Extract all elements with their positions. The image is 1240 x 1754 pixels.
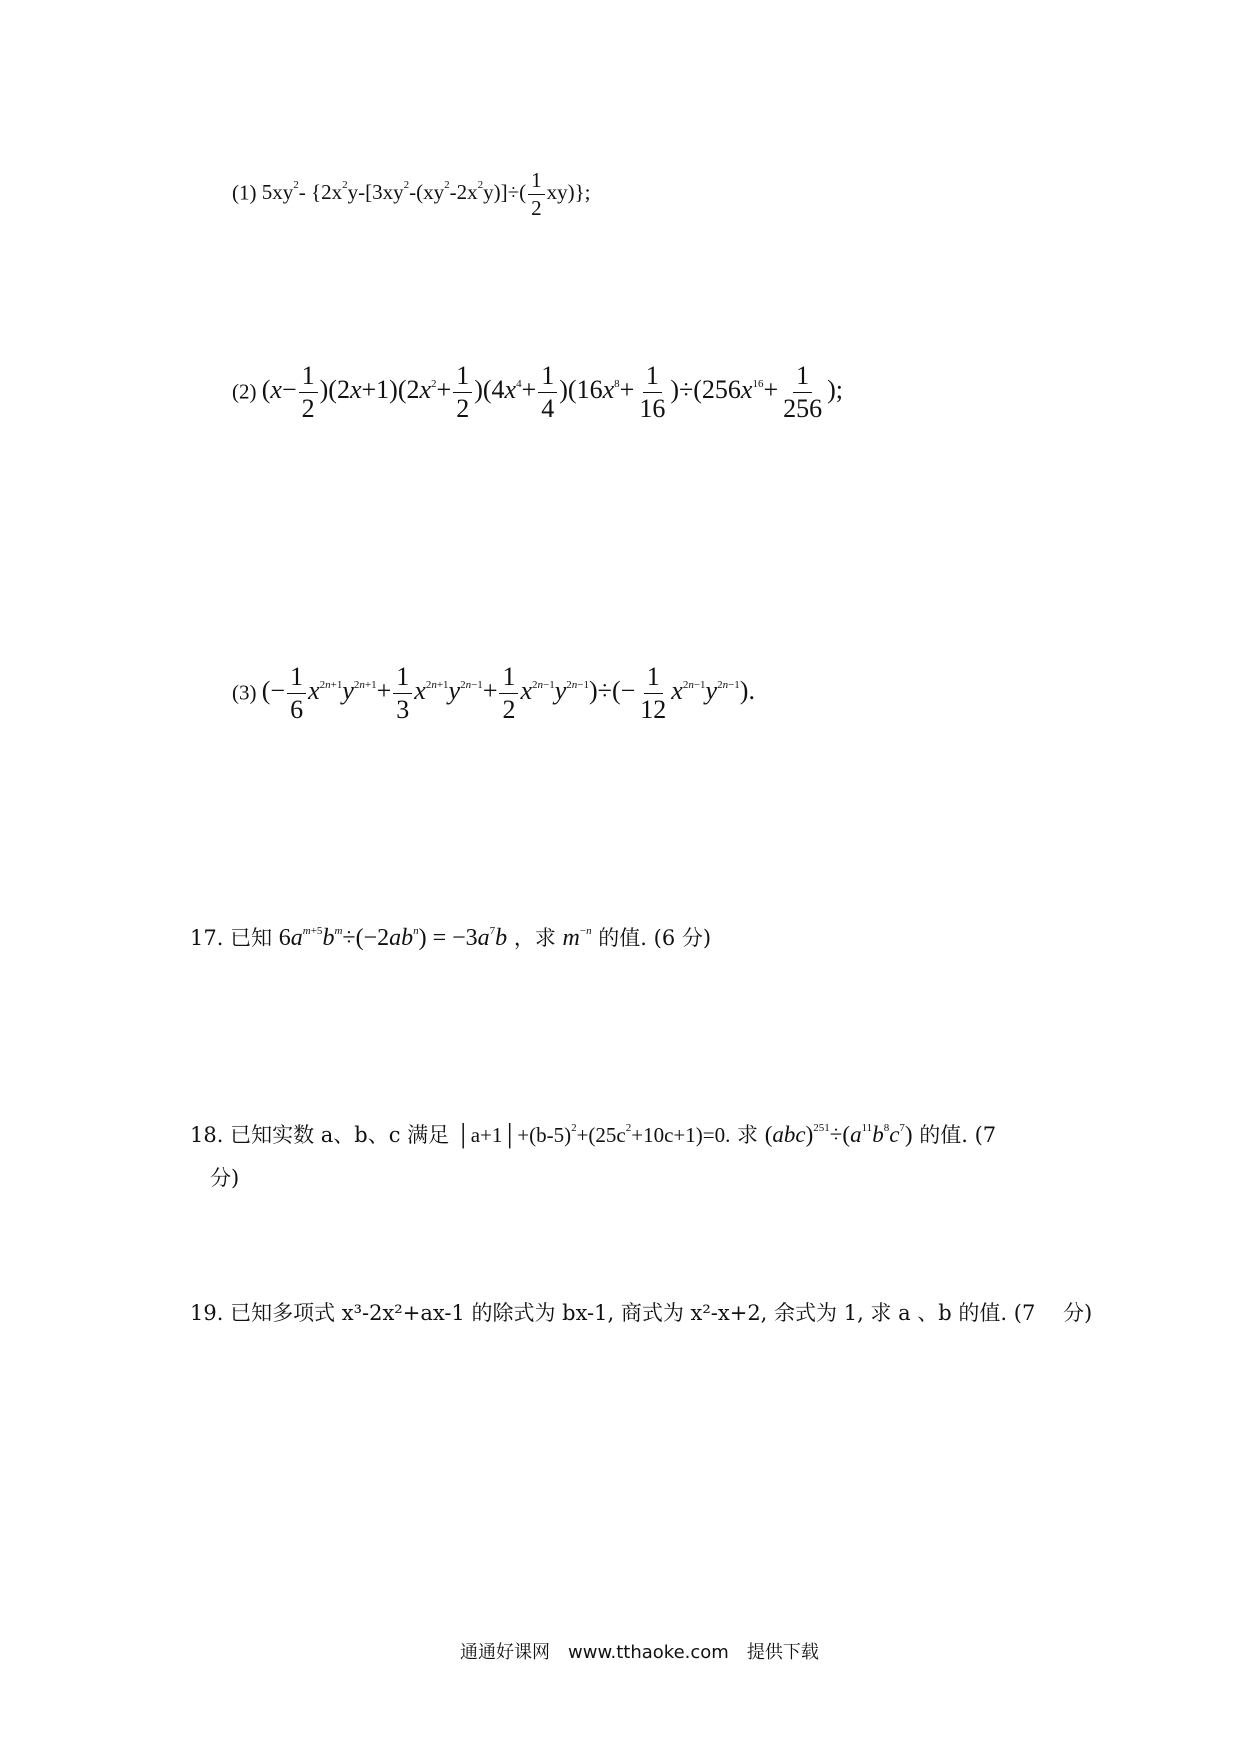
question-18-ask: 求	[737, 1123, 759, 1147]
problem-1-expression: $5xy^2-$ {$2x^2y-[3xy^2-(xy^2-2x^2y)]\div$( $\frac{1}{2}$ xy)};	[261, 168, 591, 220]
footer-source: 通通好课网 www.tthaoke.com 提供下载	[460, 1642, 819, 1663]
problem-3-expression: (− $\frac{1}{6}$ $x^{2n+1}y^{2n+1}+$ $\frac{1}{3}$ $x^{2n+1}y^{2n-1}+$ $\frac{1}{2}$ $x^{2n-1}y^{2n-1})\div(-$ $\frac{1}{12}$ $x^{2n-1}y^{2n-1}$).	[261, 662, 755, 724]
question-17-end: 的值. (6 分)	[598, 926, 712, 950]
question-18	[190, 1123, 996, 1146]
question-17-equation: $6a^{m+5}b^m\div(-2ab^n) = -3a^7b$	[278, 925, 508, 951]
question-18-end: 的值. (7	[919, 1123, 997, 1147]
question-17-label: 17. 已知	[190, 926, 273, 950]
problem-3-label: (3)	[232, 680, 257, 705]
problem-2-label: (2)	[232, 379, 257, 404]
problem-1-label: (1)	[232, 180, 257, 205]
question-18-condition: $│a+1│+(b-5)^2+(25c^2+10c+1)=0$.	[455, 1122, 731, 1147]
question-17-target: $m^{-n}$	[562, 925, 592, 951]
problem-2	[232, 363, 843, 422]
question-19-text: 19. 已知多项式 x³-2x²+ax-1 的除式为 bx-1, 商式为 x²-x+2, 余式为 1, 求 a 、b 的值. (7 分)	[190, 1301, 1093, 1325]
question-17	[190, 926, 711, 950]
question-17-ask: ，求	[513, 926, 556, 950]
problem-1	[232, 170, 591, 219]
question-18-label: 18. 已知实数 a、b、c 满足	[190, 1123, 450, 1147]
question-18-expression: $(abc)^{251}\div(a^{11}b^8c^7)$	[764, 1122, 913, 1147]
problem-3	[232, 664, 755, 723]
question-19	[190, 1303, 1092, 1324]
question-18-wrap: 分)	[210, 1166, 240, 1190]
problem-2-expression: (x− $\frac{1}{2}$ )$(2x+1)(2x^2+$ $\frac{1}{2}$ )($4x^4+$ $\frac{1}{4}$ )($16x^8+$ $\frac{1}{16}$ )$\div(256x^{16}+$ $\frac{1}{256}$ );	[261, 361, 844, 423]
